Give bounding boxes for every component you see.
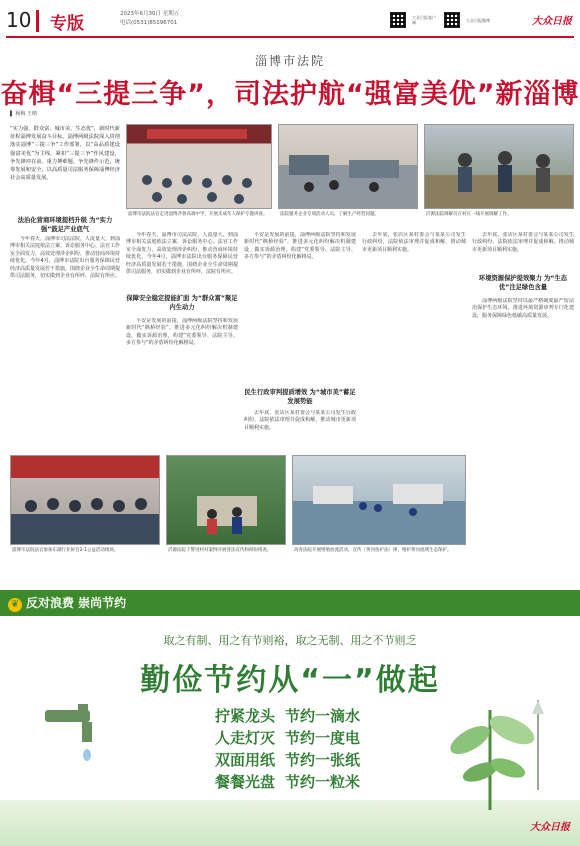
slogan-saving: 节约一张纸 bbox=[285, 751, 361, 769]
qr-caption: 大众日报微博 bbox=[466, 17, 490, 23]
section-body bbox=[362, 232, 466, 452]
section-body bbox=[126, 232, 238, 290]
photo-village bbox=[166, 455, 286, 545]
slogan-row bbox=[215, 727, 385, 749]
photo-village-scene bbox=[167, 456, 286, 545]
photo-caption: 沂源法院调解员在村庄一线开展调解工作。 bbox=[426, 212, 512, 217]
section-heading bbox=[244, 388, 356, 406]
court-name: 淄博市法院 bbox=[254, 54, 325, 68]
page-number-divider bbox=[36, 10, 39, 32]
intro-text: “实力强、群众富、城市美、生态优”，新时代新征程淄博发展奋斗目标。淄博两级法院深入贯彻落实淄博“三提三争”工作部署，以“高品质建设强富美优”为主线，紧扣“三提三争”作风建设，争先锋冲在前、重力搏难题、争先锋作示范，统筹发展和安全，以高质量司法服务保障淄博经济社会高质量发展。 bbox=[10, 126, 120, 182]
section-body-text: 淄博两级法院坚持以最严格制度最严密法治保护生态环境，推进环境资源审判专门化建设，服务保障绿色低碳高质量发展。 bbox=[472, 298, 574, 319]
section-label: 专版 bbox=[50, 14, 84, 34]
ad-tagline bbox=[8, 594, 126, 612]
qr-codes bbox=[390, 12, 492, 28]
photo-river bbox=[292, 455, 466, 545]
slogan-saving: 节约一度电 bbox=[285, 729, 361, 747]
slogan-row bbox=[215, 771, 385, 793]
leaf-icon: ❦ bbox=[8, 598, 22, 612]
section-body-text: 今年春天，淄博市司法法院，人流量大，到淄博市相关法庭依法立案、诉讼服务中心、法官工作室全面发力，高效处理涉企纠纷，推动营商环境持续优化。今年4月，淄博市法院出台服务保障民营经济高质量发展若干措施，围绕企业全生命周期提供司法服务，切实做到企业有所呼、法院有所应。 bbox=[10, 236, 120, 280]
ad-tagline-text: 反对浪费 崇尚节约 bbox=[26, 596, 127, 610]
photo-mediation-scene bbox=[425, 125, 574, 209]
slogan-list bbox=[215, 705, 385, 793]
photo-factory bbox=[278, 124, 418, 209]
section-body bbox=[244, 410, 356, 452]
section-body bbox=[126, 318, 238, 452]
section-body-text: 去年底，张店区某村委会与某某公司发生行政纠纷，法院依法审理并促成和解，推动城市更新项目顺利实施。 bbox=[472, 232, 574, 253]
byline: ▌ 杨梅 王晴 bbox=[10, 111, 38, 117]
section-heading-text: 保障安全稳定提能扩面 为“群众富”聚足内生动力 bbox=[126, 295, 238, 311]
header-rule bbox=[6, 36, 574, 38]
section-heading-text: 法治化营商环境提档升级 为“实力强”鼓足产业底气 bbox=[17, 217, 113, 233]
newspaper-logo: 大众日报 bbox=[532, 16, 572, 27]
section-heading bbox=[472, 274, 574, 292]
section-heading bbox=[10, 216, 120, 234]
section-body-text: 平安是发展的前提，淄博两级法院坚持和发展新时代“枫桥经验”，推进多元化纠纷解决机制建设，做实诉源治理，构建“党委领导、法院主导、多方参与”的矛盾纠纷化解格局。 bbox=[244, 232, 356, 261]
slogan-saving: 节约一滴水 bbox=[285, 707, 361, 725]
photo-mediation bbox=[424, 124, 574, 209]
photo-caption: 淄博市法院法官参加东湖行业协会2-1公益活动现场。 bbox=[12, 548, 119, 553]
qr-code-icon[interactable] bbox=[444, 12, 460, 28]
photo-association-scene bbox=[11, 456, 160, 545]
photo-caption: 法院服务企业专项活动人员，了解生产经营问题。 bbox=[280, 212, 379, 217]
photo-lecture bbox=[126, 124, 272, 209]
issue-date: 2023年6月30日 星期五 bbox=[120, 11, 180, 17]
section-body bbox=[472, 232, 574, 272]
section-body-text: 平安是发展的前提，淄博两级法院坚持和发展新时代“枫桥经验”，推进多元化纠纷解决机制建设，做实诉源治理，构建“党委领导、法院主导、多方参与”的矛盾纠纷化解格局。 bbox=[126, 318, 238, 347]
qr-caption: 大众日报客户端 bbox=[412, 15, 436, 25]
section-heading-text: 环境资源保护提效聚力 为“生态优”注足绿色含量 bbox=[478, 275, 568, 291]
photo-caption: 沂源法院干警进村对案例开展普法宣传和纠纷排查。 bbox=[168, 548, 272, 553]
section-heading-text: 民生行政审判提质增效 为“城市美”蓄足发展势能 bbox=[244, 389, 356, 405]
phone-number: 电话(0531)85196701 bbox=[120, 20, 178, 26]
slogan-action: 餐餐光盘 bbox=[215, 773, 276, 791]
header-meta bbox=[120, 10, 320, 28]
section-body-text: 去年底，张店区某村委会与某某公司发生行政纠纷，法院依法审理并促成和解，推动城市更新项目顺利实施。 bbox=[362, 232, 466, 253]
slogan-row bbox=[215, 749, 385, 771]
photo-factory-scene bbox=[279, 125, 418, 209]
slogan-saving: 节约一粒米 bbox=[285, 773, 361, 791]
slogan-action: 人走灯灭 bbox=[215, 729, 276, 747]
headline: 奋楫“三提三争”，司法护航“强富美优”新淄博 bbox=[0, 79, 580, 110]
section-body bbox=[10, 236, 120, 446]
ad-title: 勤俭节约从“一”做起 bbox=[140, 663, 440, 698]
section-heading bbox=[126, 294, 238, 312]
page-number: 10 bbox=[6, 8, 32, 32]
photo-river-scene bbox=[293, 456, 466, 545]
water-tap-icon bbox=[40, 700, 110, 790]
ad-logo: 大众日报 bbox=[530, 822, 570, 833]
photo-caption: 淄博市法院法官走进淄博齐鲁高端中学，开展未成年人保护专题讲座。 bbox=[128, 212, 268, 217]
section-body bbox=[244, 232, 356, 382]
ad-poem: 取之有制、用之有节则裕，取之无制、用之不节则乏 bbox=[163, 634, 417, 647]
plant-icon bbox=[420, 680, 560, 810]
photo-association bbox=[10, 455, 160, 545]
slogan-action: 双面用纸 bbox=[215, 751, 276, 769]
slogan-row bbox=[215, 705, 385, 727]
photo-lecture-scene bbox=[127, 125, 272, 209]
slogan-action: 拧紧龙头 bbox=[215, 707, 276, 725]
section-body-text: 今年春天，淄博市司法法院，人流量大，到淄博市相关法庭依法立案、诉讼服务中心、法官工作室全面发力，高效处理涉企纠纷，推动营商环境持续优化。今年4月，淄博市法院出台服务保障民营经济高质量发展若干措施，围绕企业全生命周期提供司法服务，切实做到企业有所呼、法院有所应。 bbox=[126, 232, 238, 276]
photo-caption: 高青法院开展增殖放流活动，宣传（黄河鱼护法）律，维护黄河流域生态保护。 bbox=[294, 548, 452, 553]
section-body bbox=[472, 298, 574, 580]
qr-code-icon[interactable] bbox=[390, 12, 406, 28]
section-body-text: 去年底，张店区某村委会与某某公司发生行政纠纷，法院依法审理并促成和解，推动城市更新项目顺利实施。 bbox=[244, 410, 356, 431]
